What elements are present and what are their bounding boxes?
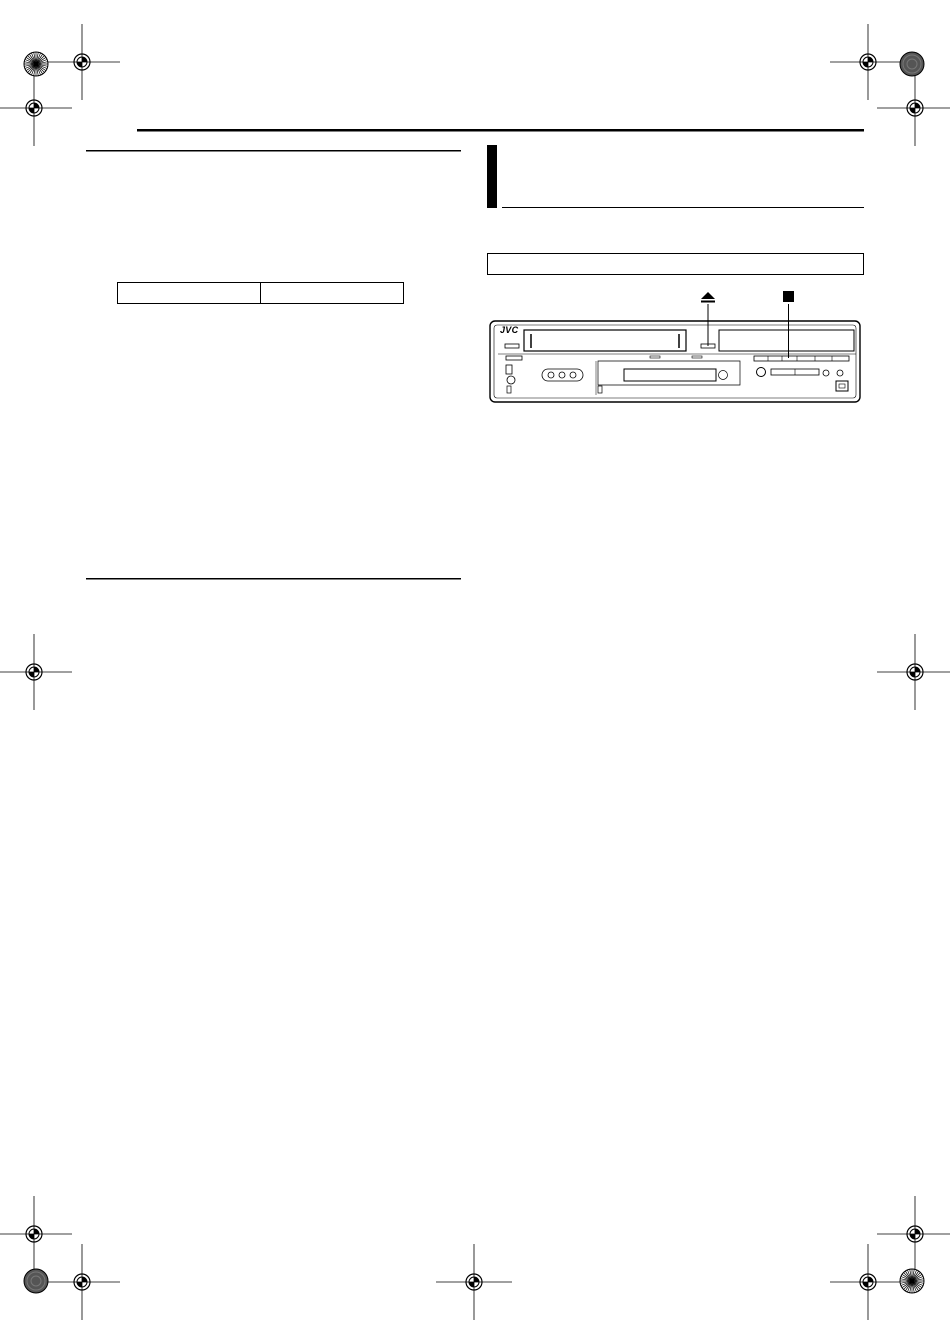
label-box [487, 253, 864, 275]
starburst-target [24, 52, 48, 76]
brand-logo: JVC [500, 325, 519, 335]
registration-mark [877, 1196, 950, 1272]
table-cell [260, 283, 403, 303]
registration-mark [877, 70, 950, 146]
info-table [117, 282, 404, 304]
device-illustration [490, 321, 860, 402]
registration-mark [0, 70, 72, 146]
registration-mark [830, 24, 906, 100]
section-rule [86, 578, 461, 580]
heading-bar [487, 145, 497, 208]
color-target [900, 52, 924, 76]
starburst-target [900, 1269, 924, 1293]
registration-mark [0, 634, 72, 710]
color-target [24, 1269, 48, 1293]
table-cell [118, 283, 260, 303]
heading-underline [502, 207, 864, 208]
registration-mark [44, 1244, 120, 1320]
registration-mark [436, 1244, 512, 1320]
stop-icon [783, 291, 794, 302]
section-rule [86, 150, 461, 152]
registration-mark [44, 24, 120, 100]
header-rule [137, 129, 864, 132]
eject-icon [701, 292, 715, 303]
registration-mark [877, 634, 950, 710]
registration-mark [830, 1244, 906, 1320]
registration-mark [0, 1196, 72, 1272]
